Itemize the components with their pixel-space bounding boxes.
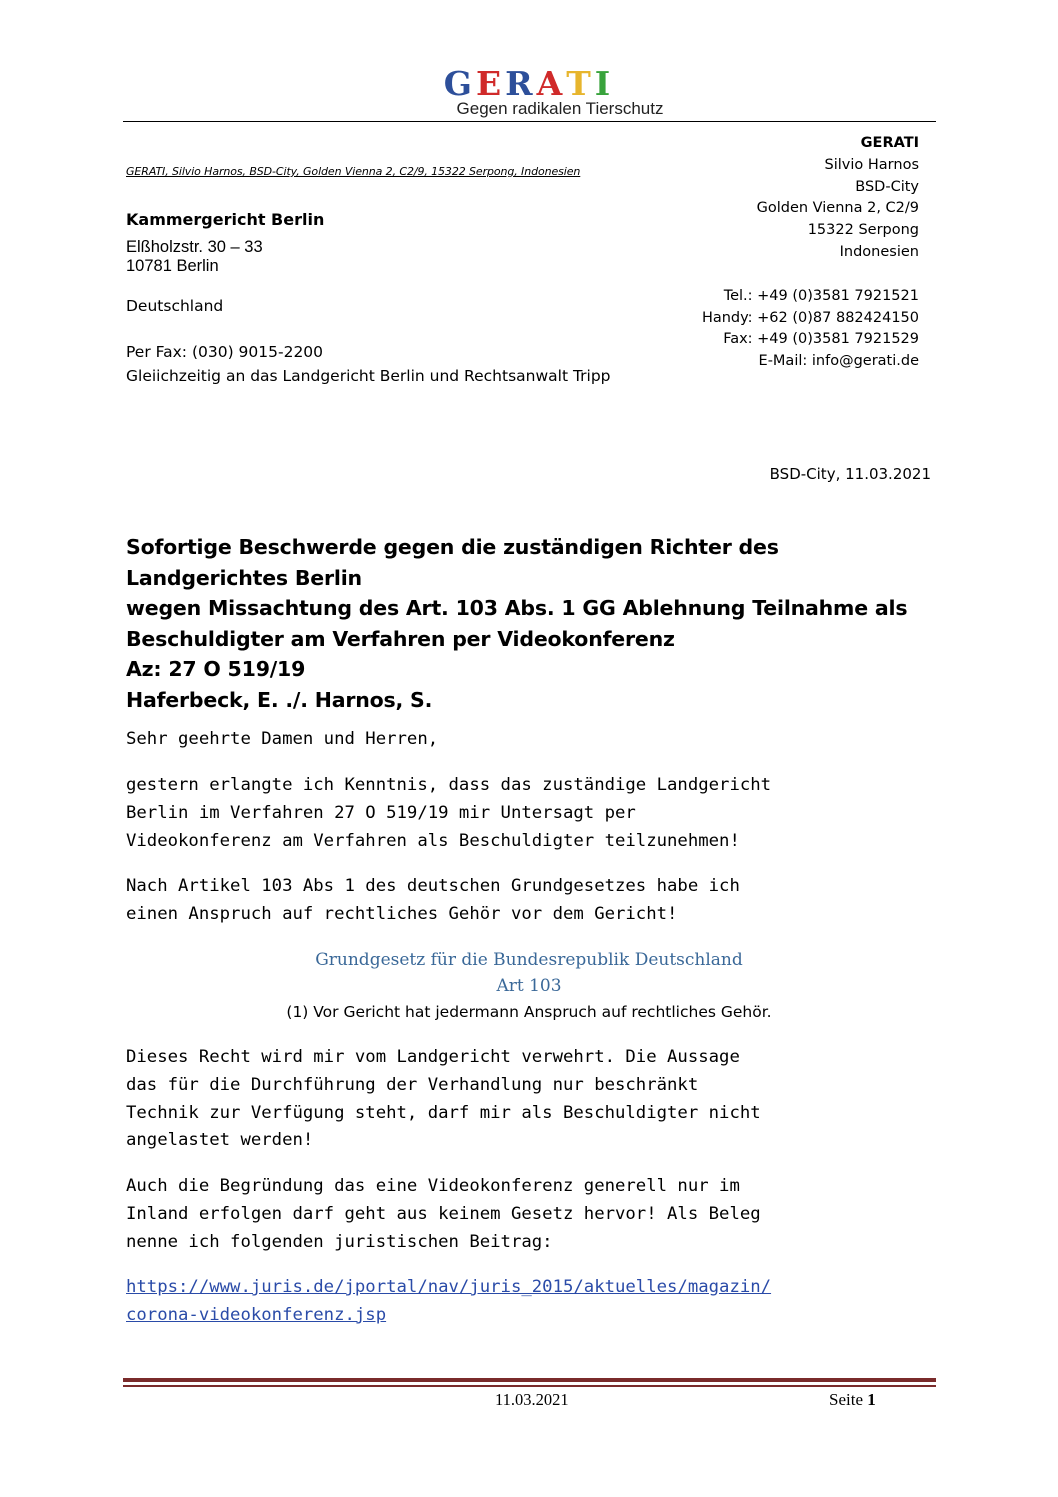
sender-contact [702, 286, 919, 373]
sender-mobile: Handy: +62 (0)87 882424150 [701, 309, 919, 326]
subject-line: Sofortige Beschwerde gegen die zuständigen Richter des Landgerichtes Berlin [126, 535, 779, 590]
addressee-street: Elßholzstr. 30 – 33 [126, 238, 263, 256]
logo-letter: A [536, 64, 567, 103]
subject-line: wegen Missachtung des Art. 103 Abs. 1 GG Ablehnung Teilnahme als [126, 596, 908, 620]
sender-line: 15322 Serpong [807, 222, 919, 239]
sender-email: E-Mail: info@gerati.de [758, 353, 919, 370]
sender-block [702, 133, 919, 373]
case-parties: Haferbeck, E. ./. Harnos, S. [126, 687, 433, 712]
body-paragraph: Auch die Begründung das eine Videokonferenz generell nur im Inland erfolgen darf geht aus keinem Gesetz hervor! Als Beleg nenne ich folgenden juristischen Beitrag: [126, 1176, 761, 1252]
sender-phone: Tel.: +49 (0)3581 7921521 [723, 287, 919, 304]
return-address: GERATI, Silvio Harnos, BSD-City, Golden Vienna 2, C2/9, 15322 Serpong, Indonesien [126, 165, 581, 178]
body-paragraph: Dieses Recht wird mir vom Landgericht verwehrt. Die Aussage das für die Durchführung der Verhandlung nur beschränkt Technik zur Verfügung steht, darf mir als Beschuldigter nicht angelastet werden! [126, 1047, 761, 1151]
addressee-city: 10781 Berlin [126, 257, 219, 275]
salutation: Sehr geehrte Damen und Herren, [126, 729, 439, 749]
footer-divider [123, 1378, 936, 1382]
sender-fax: Fax: +49 (0)3581 7921529 [723, 331, 919, 348]
quote-article: Art 103 [496, 976, 562, 996]
case-number: Az: 27 O 519/19 [126, 657, 306, 681]
sender-line: Indonesien [839, 243, 919, 260]
sender-name: GERATI [860, 135, 919, 151]
header-divider [123, 121, 936, 122]
page-number [829, 1390, 876, 1410]
page-number-value: 1 [867, 1390, 876, 1409]
subject-line: Beschuldigter am Verfahren per Videokonferenz [126, 626, 675, 651]
addressee-cc: Gleiichzeitig an das Landgericht Berlin und Rechtsanwalt Tripp [126, 367, 611, 385]
logo-letter: T [566, 64, 595, 103]
body-paragraph: gestern erlangte ich Kenntnis, dass das zuständige Landgericht Berlin im Verfahren 27 O 519/19 mir Untersagt per Videokonferenz am Verfahren als Beschuldigter teilzunehmen! [126, 775, 772, 851]
logo-letter: I [594, 64, 615, 103]
body-paragraph: Nach Artikel 103 Abs 1 des deutschen Grundgesetzes habe ich einen Anspruch auf rechtliches Gehör vor dem Gericht! [126, 876, 740, 924]
quote-title: Grundgesetz für die Bundesrepublik Deutschland [315, 950, 743, 970]
footer-date: 11.03.2021 [495, 1390, 569, 1409]
logo-wordmark [443, 64, 615, 103]
logo-letter: E [475, 64, 506, 103]
sender-line: BSD-City [855, 178, 919, 195]
letter-date: BSD-City, 11.03.2021 [769, 465, 931, 483]
sender-line: Golden Vienna 2, C2/9 [756, 200, 919, 217]
footer-divider-thin [123, 1385, 936, 1387]
addressee-fax: Per Fax: (030) 9015-2200 [126, 343, 324, 361]
logo-letter: R [505, 64, 537, 103]
logo [123, 64, 935, 118]
sender-line: Silvio Harnos [824, 156, 919, 173]
source-link[interactable]: https://www.juris.de/jportal/nav/juris_2015/aktuelles/magazin/ corona-videokonferenz.jsp [126, 1277, 772, 1325]
addressee-court: Kammergericht Berlin [126, 210, 325, 229]
page-label: Seite [829, 1390, 863, 1409]
law-quote [123, 947, 935, 1026]
subject-block [126, 532, 926, 715]
addressee-country: Deutschland [126, 297, 224, 315]
quote-text: (1) Vor Gericht hat jedermann Anspruch auf rechtliches Gehör. [286, 1003, 772, 1021]
logo-tagline: Gegen radikalen Tierschutz [456, 99, 664, 118]
addressee-block [126, 208, 686, 388]
logo-letter: G [443, 64, 476, 103]
